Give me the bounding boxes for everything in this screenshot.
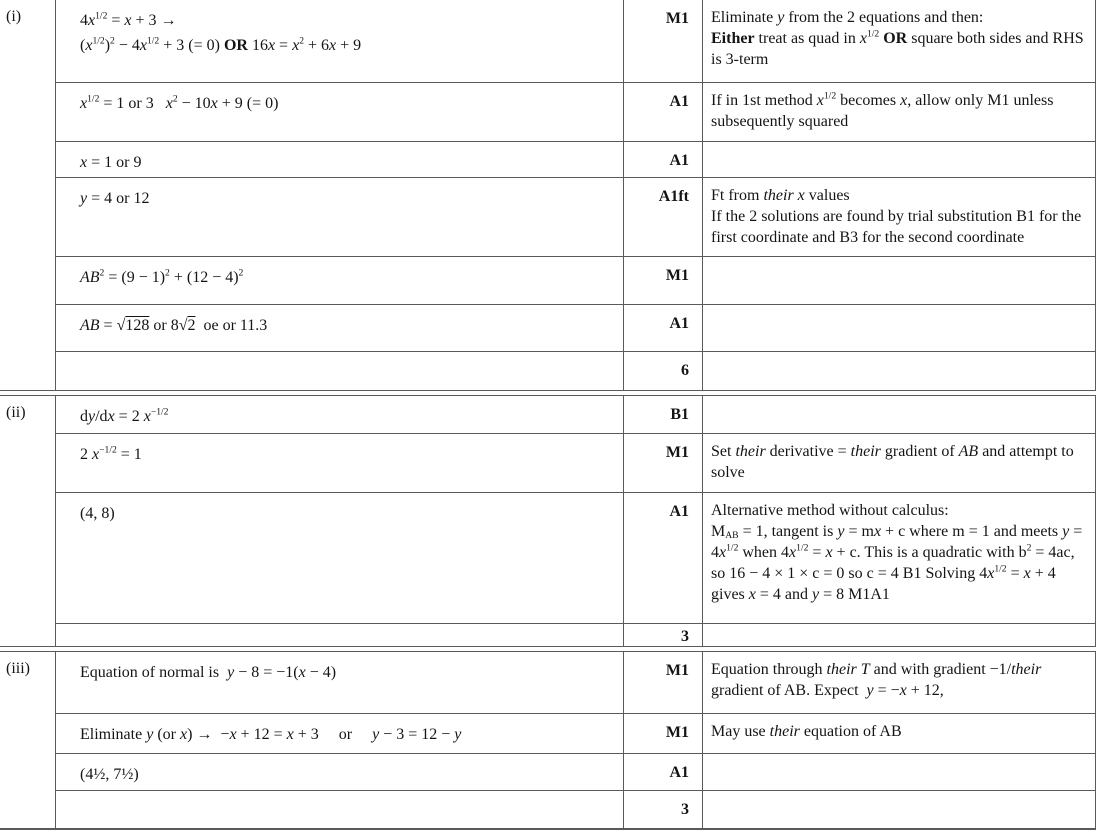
guidance-cell bbox=[702, 396, 1096, 434]
answer-text: Equation of normal is y − 8 = −1(x − 4) bbox=[80, 664, 337, 681]
answer-cell bbox=[55, 83, 623, 142]
mark-label: M1 bbox=[665, 10, 689, 27]
mark-cell bbox=[623, 142, 702, 178]
mark-label: M1 bbox=[665, 444, 689, 461]
part-label-cell bbox=[0, 83, 55, 142]
guidance-text: If in 1st method $x^{1/2}$ becomes x, allow only M1 unless subsequently squared bbox=[711, 90, 1054, 130]
guidance-cell bbox=[702, 493, 1096, 624]
guidance-cell bbox=[702, 714, 1096, 754]
answer-cell bbox=[55, 352, 623, 390]
guidance-cell bbox=[702, 434, 1096, 493]
table-row bbox=[0, 652, 1096, 714]
part-label-cell bbox=[0, 352, 55, 390]
part-label-cell bbox=[0, 0, 55, 83]
table-row bbox=[0, 754, 1096, 791]
answer-text: dy/dx = 2 $x^{-1/2}$ bbox=[80, 406, 169, 425]
marks-subtotal bbox=[623, 352, 702, 390]
subtotal-value: 3 bbox=[681, 628, 689, 645]
answer-cell bbox=[55, 0, 623, 83]
mark-cell bbox=[623, 493, 702, 624]
mark-label: A1 bbox=[669, 503, 689, 520]
subtotal-row bbox=[0, 791, 1096, 828]
guidance-cell bbox=[702, 83, 1096, 142]
mark-cell bbox=[623, 434, 702, 493]
answer-cell bbox=[55, 257, 623, 305]
part-label-cell bbox=[0, 624, 55, 646]
guidance-cell bbox=[702, 624, 1096, 646]
table-row bbox=[0, 714, 1096, 754]
answer-cell bbox=[55, 396, 623, 434]
guidance-cell bbox=[702, 305, 1096, 352]
part-label-cell bbox=[0, 714, 55, 754]
mark-label: A1 bbox=[669, 93, 689, 110]
table-row bbox=[0, 0, 1096, 83]
mark-label: A1 bbox=[669, 152, 689, 169]
marks-subtotal bbox=[623, 624, 702, 646]
answer-text: y = 4 or 12 bbox=[80, 190, 150, 207]
mark-label: M1 bbox=[665, 267, 689, 284]
subtotal-value: 6 bbox=[681, 362, 689, 379]
subtotal-value: 3 bbox=[681, 801, 689, 818]
mark-cell bbox=[623, 652, 702, 714]
guidance-cell bbox=[702, 791, 1096, 828]
guidance-cell bbox=[702, 652, 1096, 714]
part-label-cell bbox=[0, 493, 55, 624]
answer-cell bbox=[55, 493, 623, 624]
guidance-text: Ft from their x values If the 2 solutions are found by trial substitution B1 for the first coordinate and B3 for the second coordinate bbox=[711, 187, 1082, 246]
answer-cell bbox=[55, 434, 623, 493]
answer-cell bbox=[55, 652, 623, 714]
answer-text: (4, 8) bbox=[80, 505, 115, 522]
guidance-cell bbox=[702, 257, 1096, 305]
part-label-cell bbox=[0, 652, 55, 714]
part-label-cell bbox=[0, 305, 55, 352]
guidance-cell bbox=[702, 0, 1096, 83]
subtotal-row bbox=[0, 624, 1096, 646]
table-row bbox=[0, 178, 1096, 257]
mark-cell bbox=[623, 714, 702, 754]
mark-cell bbox=[623, 178, 702, 257]
mark-cell bbox=[623, 257, 702, 305]
mark-label: A1ft bbox=[658, 188, 689, 205]
answer-text: $4x^{1/2} = x + 3$ → $(x^{1/2})^2 - 4x^{1/2} + 3$ (= 0) OR $16x = x^2 + 6x + 9$ bbox=[80, 10, 362, 54]
marks-subtotal bbox=[623, 791, 702, 828]
guidance-cell bbox=[702, 352, 1096, 390]
answer-cell bbox=[55, 178, 623, 257]
mark-cell bbox=[623, 305, 702, 352]
guidance-text: Equation through their T and with gradient −1/their gradient of AB. Expect y = −x + 12, bbox=[711, 661, 1042, 699]
part-label-cell bbox=[0, 142, 55, 178]
part-label-cell bbox=[0, 754, 55, 791]
table-row bbox=[0, 493, 1096, 624]
table-row bbox=[0, 305, 1096, 352]
answer-text: (4½, 7½) bbox=[80, 766, 139, 783]
part-label: (i) bbox=[6, 8, 22, 25]
answer-cell bbox=[55, 142, 623, 178]
part-label: (iii) bbox=[6, 660, 30, 677]
table-bottom-border bbox=[0, 828, 1096, 830]
guidance-cell bbox=[702, 142, 1096, 178]
part-label: (ii) bbox=[6, 404, 26, 421]
part-label-cell bbox=[0, 396, 55, 434]
mark-label: A1 bbox=[669, 764, 689, 781]
table-row bbox=[0, 83, 1096, 142]
mark-cell bbox=[623, 754, 702, 791]
table-row bbox=[0, 257, 1096, 305]
answer-text: x = 1 or 9 bbox=[80, 154, 142, 171]
guidance-cell bbox=[702, 178, 1096, 257]
answer-cell bbox=[55, 791, 623, 828]
answer-cell bbox=[55, 305, 623, 352]
part-label-cell bbox=[0, 178, 55, 257]
answer-text: AB = √128 or 8√2 oe or 11.3 bbox=[80, 317, 268, 334]
mark-cell bbox=[623, 83, 702, 142]
part-label-cell bbox=[0, 434, 55, 493]
guidance-text: Set their derivative = their gradient of AB and attempt to solve bbox=[711, 443, 1074, 481]
table-row bbox=[0, 142, 1096, 178]
answer-text: 2 $x^{-1/2} = 1$ bbox=[80, 444, 142, 463]
table-row bbox=[0, 434, 1096, 493]
answer-cell bbox=[55, 714, 623, 754]
part-label-cell bbox=[0, 257, 55, 305]
answer-cell bbox=[55, 624, 623, 646]
mark-label: A1 bbox=[669, 315, 689, 332]
mark-label: B1 bbox=[670, 406, 689, 423]
answer-text: Eliminate y (or x) → −x + 12 = x + 3 or y − 3 = 12 − y bbox=[80, 726, 462, 743]
answer-text: $AB^2 = (9 - 1)^2 + (12 - 4)^2$ bbox=[80, 267, 244, 286]
table-row bbox=[0, 396, 1096, 434]
part-label-cell bbox=[0, 791, 55, 828]
mark-label: M1 bbox=[665, 662, 689, 679]
answer-text: $x^{1/2} = 1$ or 3 $x^2 - 10x + 9$ (= 0) bbox=[80, 93, 279, 112]
mark-cell bbox=[623, 396, 702, 434]
guidance-text: Alternative method without calculus: $M_{AB} = 1$, tangent is y = mx + c where m = 1 and meets $y = 4x^{1/2}$ when $4x^{1/2} = x + c$. This is a quadratic with $b^2 = 4ac$, so 16 − 4 × 1 × c = 0 so c = 4 B1 Solving $4x^{1/2} = x + 4$ gives x = 4 and y = 8 M1A1 bbox=[711, 502, 1083, 603]
mark-label: M1 bbox=[665, 724, 689, 741]
guidance-cell bbox=[702, 754, 1096, 791]
guidance-text: May use their equation of AB bbox=[711, 723, 902, 740]
answer-cell bbox=[55, 754, 623, 791]
subtotal-row bbox=[0, 352, 1096, 390]
guidance-text: Eliminate y from the 2 equations and then: Either treat as quad in $x^{1/2}$ OR square both sides and RHS is 3-term bbox=[711, 9, 1084, 68]
mark-cell bbox=[623, 0, 702, 83]
